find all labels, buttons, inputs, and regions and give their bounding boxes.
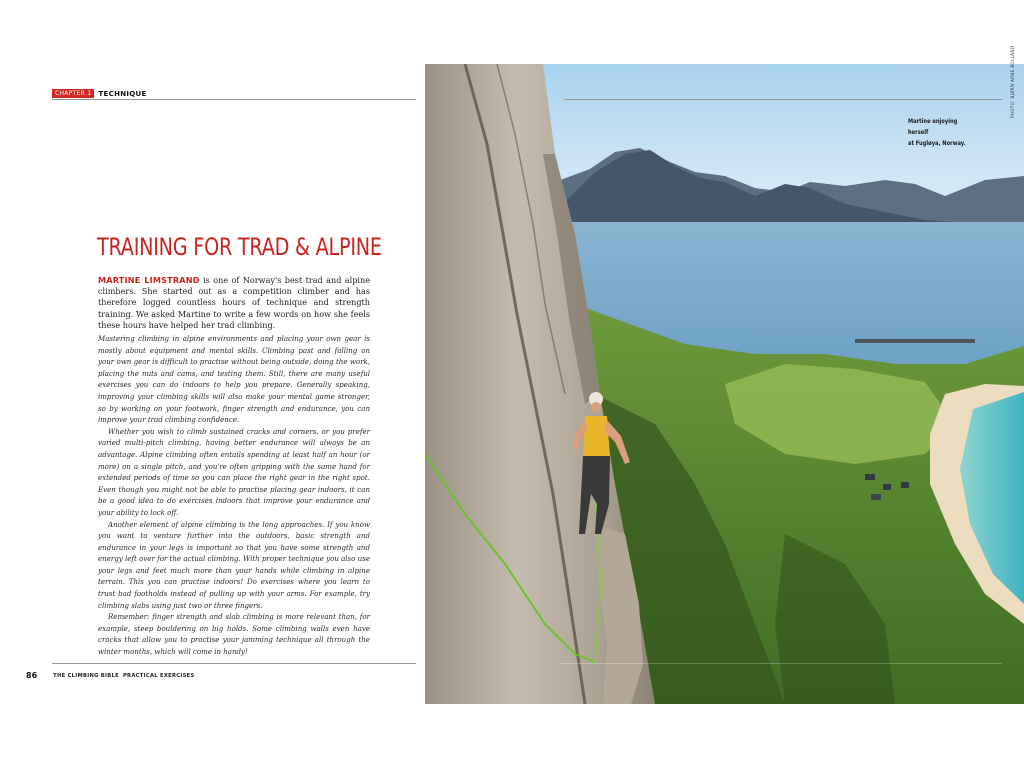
section-name: TECHNIQUE: [98, 89, 147, 98]
photo-caption: [908, 116, 977, 149]
article-body: [98, 333, 370, 658]
book-title: THE CLIMBING BIBLE: [53, 672, 119, 679]
chapter-tag: [52, 89, 147, 98]
article-intro: [98, 275, 370, 331]
running-footer: [53, 673, 194, 679]
photo-illustration: [425, 64, 1024, 704]
page-number: 86: [26, 671, 38, 680]
body-paragraph: Mastering climbing in alpine environments and placing your own gear is mostly about equipment and mental skills. Climbing past and falling on your own gear is difficult to practise without being outside, doing the work, placing the nuts and cams, and testing them. Still, there are many useful exercises you can do indoors to help you prepare. Generally speaking, improving your climbing skills will also make your mental game stronger, so by working on your footwork, finger strength and endurance, you can improve your trad climbing confidence.: [98, 334, 370, 425]
photo-footer-rule: [560, 663, 1002, 664]
house: [871, 494, 881, 500]
article-title: TRAINING FOR TRAD & ALPINE: [97, 233, 382, 261]
footer-rule: [52, 663, 416, 664]
body-paragraph: Remember: finger strength and slab climbing is more relevant than, for example, steep bouldering on big holds. Some climbing walls even have cracks that allow you to practise your jamming technique all through the winter months, which will come in handy!: [98, 612, 370, 657]
climber-torso: [583, 416, 610, 456]
house: [883, 484, 891, 490]
photo-header-rule: [564, 99, 1002, 100]
caption-line: at Fugløya, Norway.: [908, 140, 966, 147]
climber-face: [591, 402, 601, 412]
header-rule: [52, 99, 416, 100]
photo-credit: PHOTO: BJØRN ARNE BOLLAND: [1010, 45, 1015, 118]
house: [901, 482, 909, 488]
pier: [855, 339, 975, 343]
caption-line: Martine enjoying herself: [908, 118, 958, 136]
body-paragraph: Whether you wish to climb sustained cracks and corners, or you prefer varied multi-pitch climbing, having better endurance will always be an advantage. Alpine climbing often entails spending at least half an hour (or more) on a single pitch, and you're often gripping with the same hand for extended periods of time so you can place the right gear in the right spot. Even though you might not be able to practise placing gear indoors, it can be a good idea to do exercises indoors that improve your endurance and your ability to lock off.: [98, 426, 370, 517]
house: [865, 474, 875, 480]
body-paragraph: Another element of alpine climbing is the long approaches. If you know you want to venture further into the outdoors, basic strength and endurance in your legs is important so that you have some strength and energy left over for the actual climbing. With proper technique you also use your legs and feet much more than your hands while climbing in alpine terrain. This you can practise indoors! Do exercises where you learn to trust bad footholds instead of pulling up with your arms. For example, try climbing slabs using just two or three fingers.: [98, 519, 370, 610]
section-title: PRACTICAL EXERCISES: [122, 672, 195, 679]
chapter-badge: CHAPTER 1: [52, 89, 94, 98]
climbing-photo: [425, 64, 1024, 704]
intro-text: is one of Norway's best trad and alpine climbers. She started out as a competition climber and has therefore logged countless hours of technique and strength training. We asked Martine to write a few words on how she feels these hours have helped her trad climbing.: [98, 275, 370, 330]
author-name: MARTINE LIMSTRAND: [98, 275, 200, 285]
page-footer: [26, 671, 195, 680]
